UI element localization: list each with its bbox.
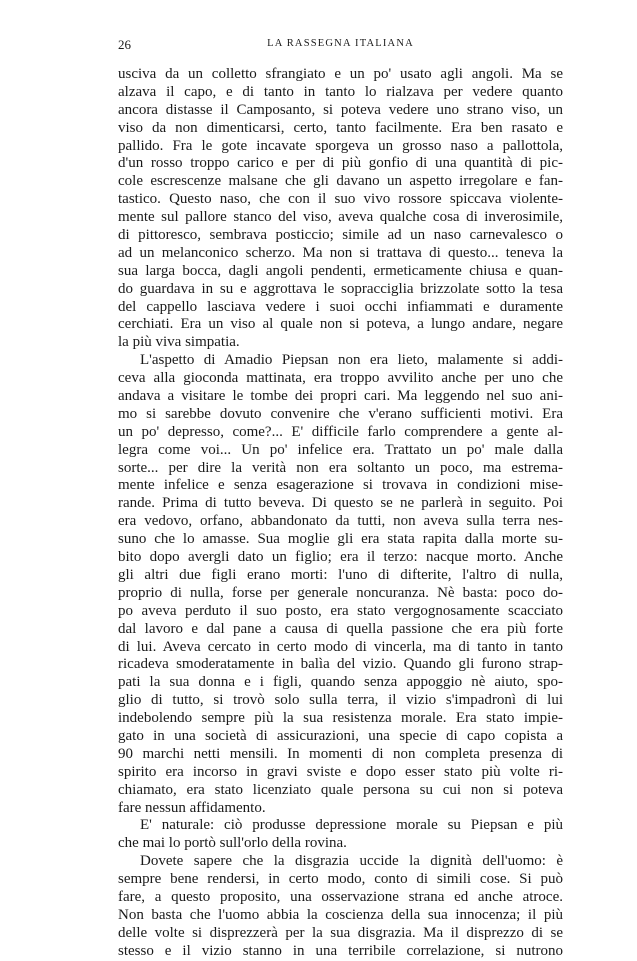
body-text xyxy=(118,66,563,961)
text-line: del cappello lasciava vedere i suoi occhi infiammati e duramente xyxy=(118,298,563,315)
text-line: chiamato, era stato licenziato quale persona su cui non si poteva xyxy=(118,781,563,798)
text-line: L'aspetto di Amadio Piepsan non era lieto, malamente si addi- xyxy=(140,352,563,369)
text-line: alzava il capo, e di tanto in tanto lo rialzava per vedere quanto xyxy=(118,83,563,100)
text-line: fare nessun affidamento. xyxy=(118,799,266,816)
text-line: di lui. Aveva cercato in certo modo di vincerla, ma di tanto in tanto xyxy=(118,638,563,655)
text-line: cole escrescenze malsane che gli davano un aspetto irregolare e fan- xyxy=(118,173,563,190)
text-line: pati la sua donna e i figli, quando senza appoggio nè aiuto, spo- xyxy=(118,674,563,691)
page-header xyxy=(118,37,563,53)
text-line: glio di tutto, si trovò solo sulla terra, il vizio s'impadronì di lui xyxy=(118,692,563,709)
text-line: viso da non dimenticarsi, certo, tanto facilmente. Era ben rasato e xyxy=(118,119,563,136)
text-line: era vedovo, orfano, abbandonato da tutti, non aveva sulla terra nes- xyxy=(118,513,563,530)
text-line: gli altri due figli erano morti: l'uno di difterite, l'altro di nulla, xyxy=(118,566,563,583)
text-line: Dovete sapere che la disgrazia uccide la dignità dell'uomo: è xyxy=(140,853,563,870)
text-line: d'un rosso troppo carico e per di più gonfio di una quantità di pic- xyxy=(118,155,563,172)
text-line: usciva da un colletto sfrangiato e un po' usato agli angoli. Ma se xyxy=(118,66,563,82)
text-line: pallido. Fra le gote incavate sporgeva un grosso naso a pallottola, xyxy=(118,137,563,154)
text-line: sempre bene rendersi, in certo modo, conto di simili cose. Si può xyxy=(118,871,563,888)
text-line: bito dopo avergli dato un figlio; era il terzo: nacque morto. Anche xyxy=(118,549,563,566)
text-line: spirito era incorso in gravi sviste e dopo esser stato più volte ri- xyxy=(118,763,563,780)
text-line: delle volte si disprezzerà per la sua disgrazia. Ma il disprezzo di se xyxy=(118,924,563,941)
running-head: LA RASSEGNA ITALIANA xyxy=(267,38,414,49)
text-line: che mai lo portò sull'orlo della rovina. xyxy=(118,835,347,852)
text-line: un po' depresso, come?... E' difficile farlo comprendere a gente al- xyxy=(118,423,563,440)
text-line: cerchiati. Era un viso al quale non si poteva, a lungo andare, negare xyxy=(118,316,563,333)
text-line: sorte... per dire la verità non era soltanto un poco, ma estrema- xyxy=(118,459,563,476)
text-line: tastico. Questo naso, che con il suo vivo rossore spiccava violente- xyxy=(118,191,563,208)
text-line: ad un melanconico scherzo. Ma non si trattava di questo... teneva la xyxy=(118,244,563,261)
text-line: ancora distasse il Camposanto, si poteva vedere uno strano viso, un xyxy=(118,101,563,118)
text-line: rande. Prima di tutto beveva. Di questo se ne parlerà in seguito. Poi xyxy=(118,495,563,512)
text-line: ricadeva smoderatamente in balìa del vizio. Quando gli furono strap- xyxy=(118,656,563,673)
text-line: indebolendo sempre più la sua resistenza morale. Era stato impie- xyxy=(118,710,563,727)
text-line: E' naturale: ciò produsse depressione morale su Piepsan e più xyxy=(140,817,563,834)
text-line: Non basta che l'uomo abbia la coscienza della sua innocenza; il più xyxy=(118,906,563,923)
paragraph xyxy=(118,817,563,853)
page-number: 26 xyxy=(118,37,131,52)
text-line: sua larga bocca, dagli angoli pendenti, ermeticamente chiusa e quan- xyxy=(118,262,563,279)
text-line: mo si sarebbe dovuto convenire che v'erano sufficienti motivi. Era xyxy=(118,405,563,422)
paragraph xyxy=(118,352,563,817)
text-line: gato in una società di assicurazioni, una specie di capo copista a xyxy=(118,727,563,744)
text-line: mente sul pallore stanco del viso, aveva qualche cosa di inverosimile, xyxy=(118,209,563,226)
text-line: ceva alla gioconda mattinata, era troppo avvilito anche per uno che xyxy=(118,370,563,387)
text-line: andava a visitare le tombe dei propri cari. Ma leggendo nel suo ani- xyxy=(118,388,563,405)
text-line: suno che lo amasse. Sua moglie gli era stata rapita dalla morte su- xyxy=(118,531,563,548)
text-line: stesso e il vizio stanno in una terribile correlazione, si nutrono xyxy=(118,942,563,959)
text-line: di pittoresco, sembrava posticcio; simile ad un naso carnevalesco o xyxy=(118,227,563,244)
text-line: proprio di nulla, forse per generale noncuranza. Nè basta: poco do- xyxy=(118,584,563,601)
text-line: legra come voi... Un po' infelice era. Trattato un po' male dalla xyxy=(118,441,563,458)
text-line: po aveva perduto il suo posto, era stato vergognosamente scacciato xyxy=(118,602,563,619)
text-line: fare, a questo proposito, una osservazione strana ed anche atroce. xyxy=(118,888,563,905)
text-line: do guardava in su e aggrottava le sopracciglia brizzolate sotto la tesa xyxy=(118,280,563,297)
text-line: la più viva simpatia. xyxy=(118,334,240,351)
text-line: 90 marchi netti mensili. In momenti di non completa presenza di xyxy=(118,745,563,762)
paragraph xyxy=(118,853,563,960)
text-line: mente infelice e senza esagerazione si trovava in condizioni mise- xyxy=(118,477,563,494)
text-line: dal lavoro e dal pane a causa di quella passione che era più forte xyxy=(118,620,563,637)
paragraph xyxy=(118,66,563,352)
